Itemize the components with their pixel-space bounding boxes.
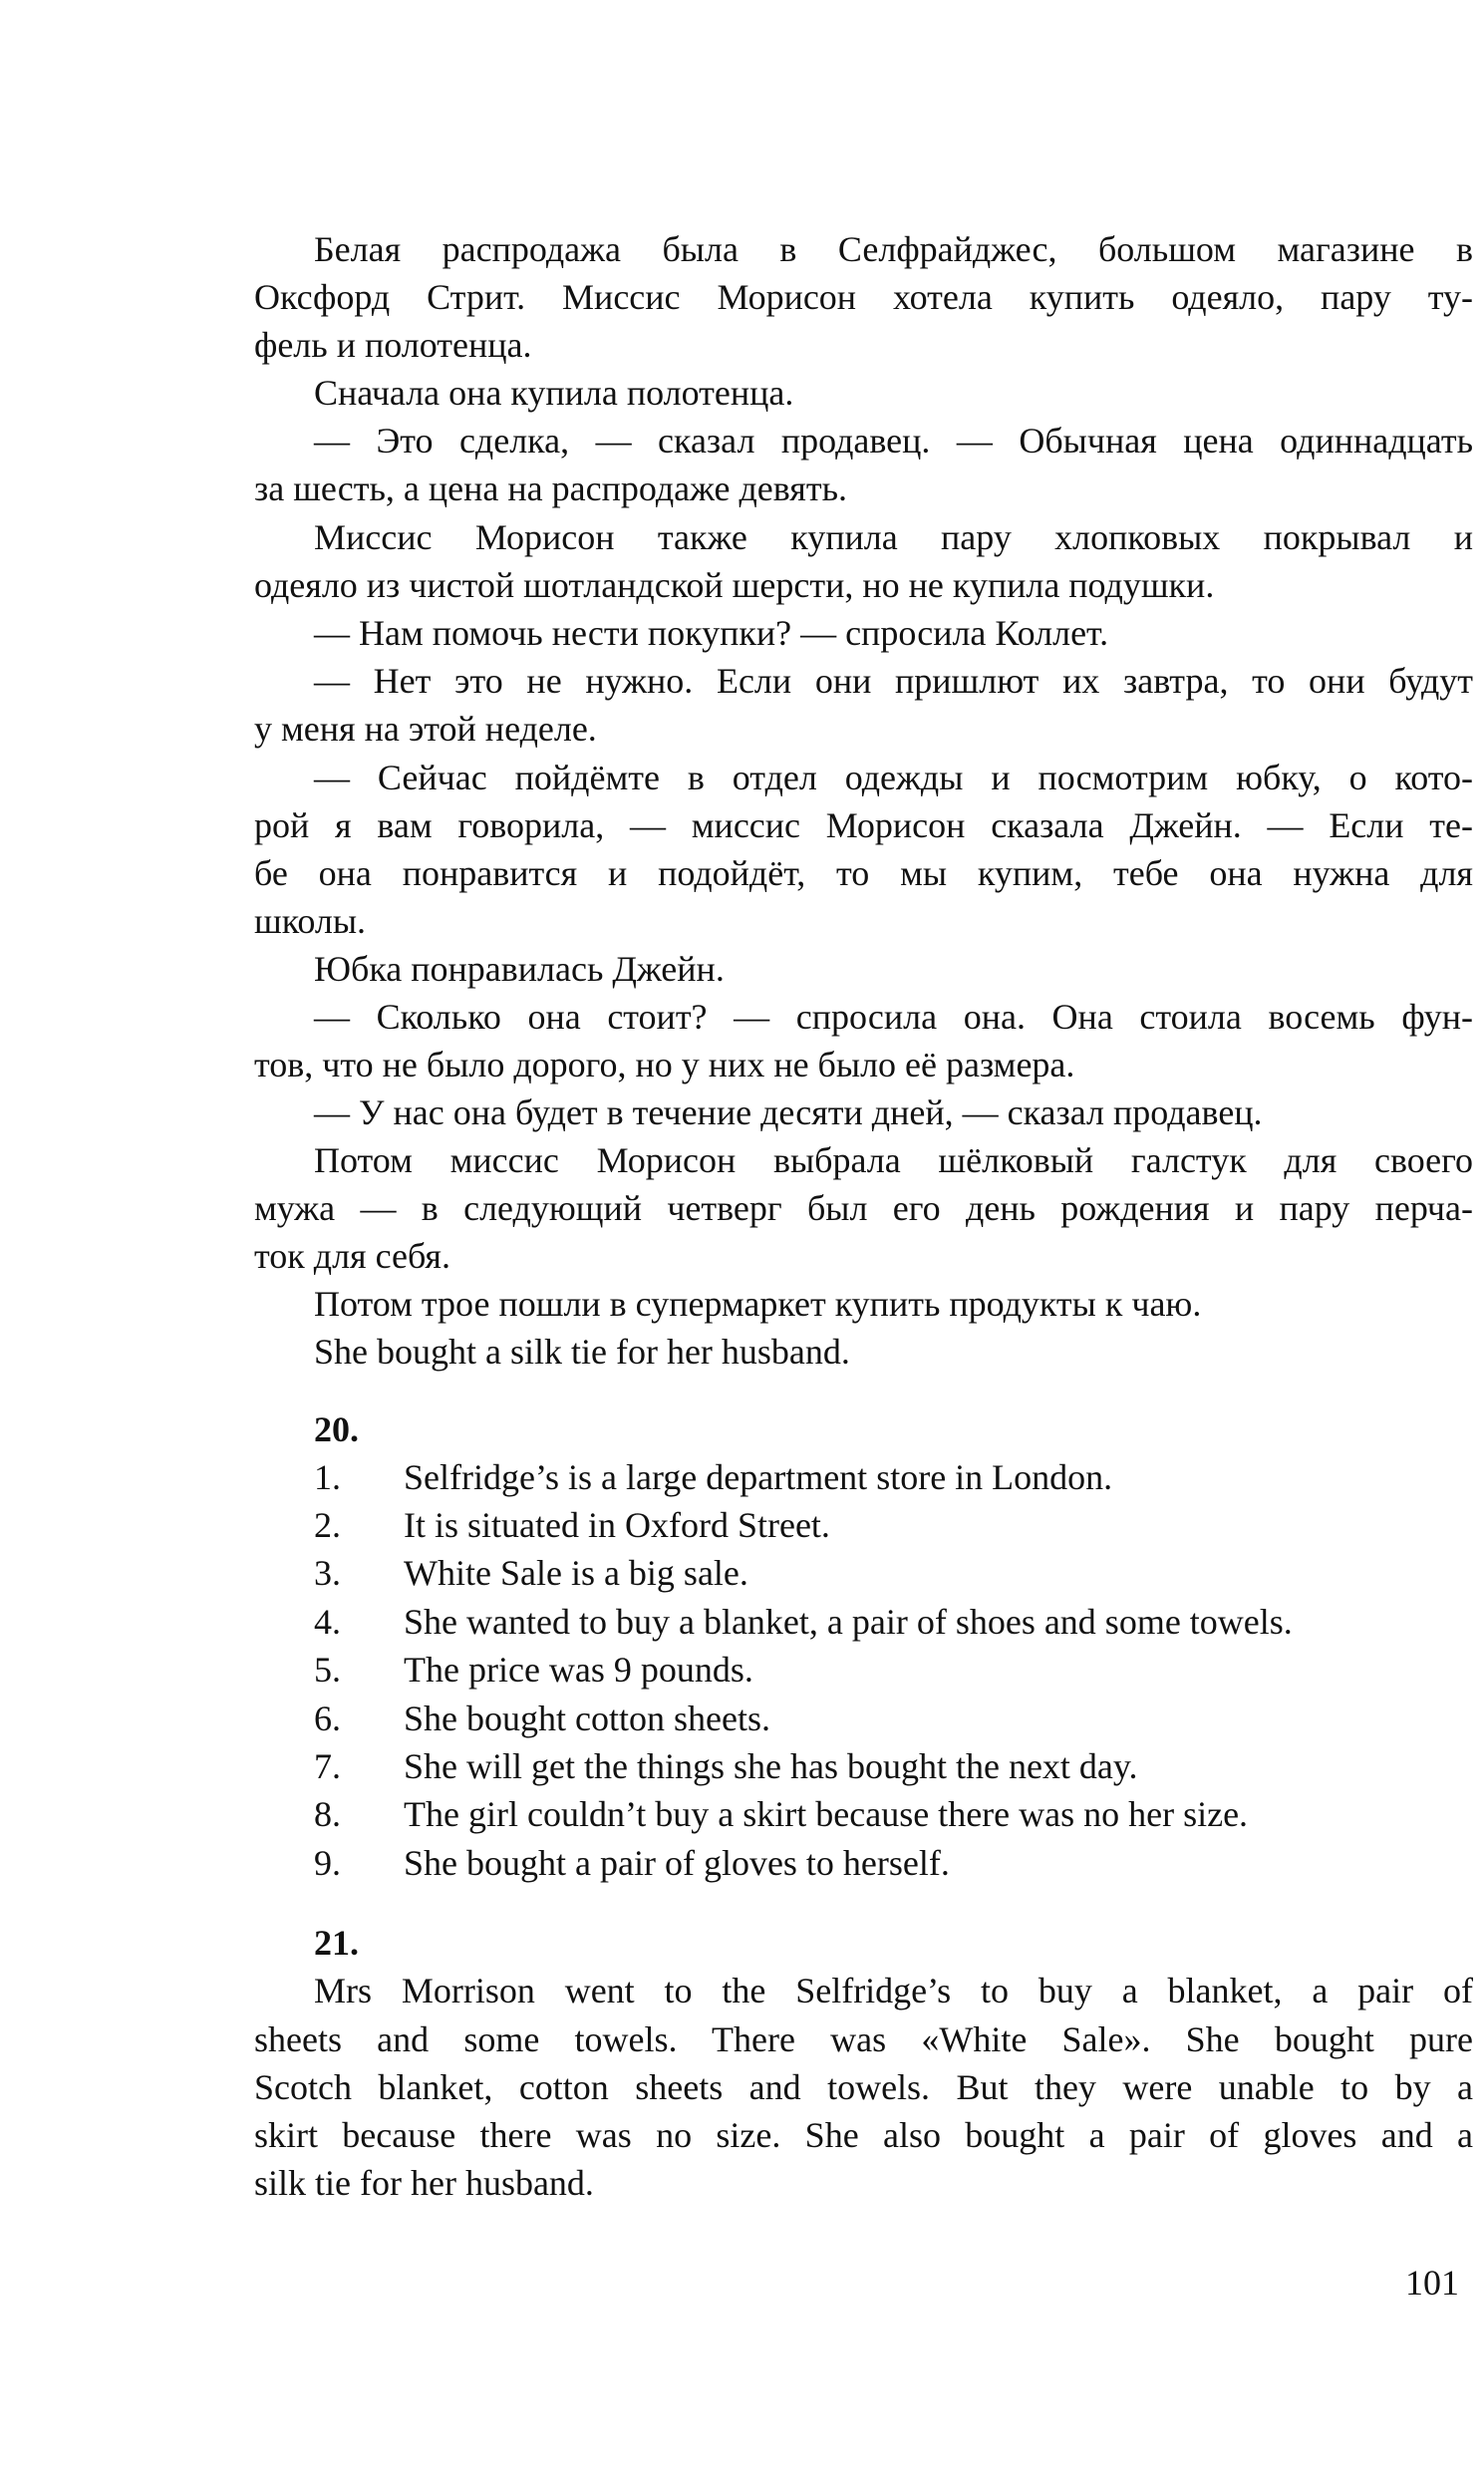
text-line: Оксфорд Стрит. Миссис Морисон хотела купить одеяло, пару ту- xyxy=(254,277,1473,317)
text-line: ток для себя. xyxy=(254,1236,450,1276)
text-line: — Сколько она стоит? — спросила она. Она стоила восемь фун- xyxy=(314,997,1473,1037)
text-line: silk tie for her husband. xyxy=(254,2163,594,2203)
list-item-text: She wanted to buy a blanket, a pair of shoes and some towels. xyxy=(404,1602,1293,1642)
list-item-text: She bought cotton sheets. xyxy=(404,1699,770,1738)
text-line: — Нет это не нужно. Если они пришлют их завтра, то они будут xyxy=(314,661,1473,701)
list-item-number: 5. xyxy=(314,1650,341,1690)
text-line: Mrs Morrison went to the Selfridge’s to buy a blanket, a pair of xyxy=(314,1971,1473,2010)
list-item-text: She bought a pair of gloves to herself. xyxy=(404,1843,950,1883)
text-line: у меня на этой неделе. xyxy=(254,709,597,749)
list-item-text: It is situated in Oxford Street. xyxy=(404,1505,830,1545)
text-line: Scotch blanket, cotton sheets and towels. But they were unable to by a xyxy=(254,2067,1473,2107)
text-line: — У нас она будет в течение десяти дней, — сказал продавец. xyxy=(314,1092,1263,1132)
text-line: Потом миссис Морисон выбрала шёлковый галстук для своего xyxy=(314,1140,1473,1180)
list-item-number: 8. xyxy=(314,1794,341,1834)
text-line: мужа — в следующий четверг был его день рождения и пару перча- xyxy=(254,1188,1473,1228)
text-line: Белая распродажа была в Селфрайджес, большом магазине в xyxy=(314,229,1473,269)
text-line: бе она понравится и подойдёт, то мы купим, тебе она нужна для xyxy=(254,853,1473,893)
text-line: школы. xyxy=(254,901,367,941)
list-item-number: 9. xyxy=(314,1843,341,1883)
list-item-text: White Sale is a big sale. xyxy=(404,1553,748,1593)
text-line: — Нам помочь нести покупки? — спросила Коллет. xyxy=(314,613,1109,653)
text-line: Юбка понравилась Джейн. xyxy=(314,949,725,989)
text-line: Потом трое пошли в супермаркет купить продукты к чаю. xyxy=(314,1284,1202,1324)
text-line: Миссис Морисон также купила пару хлопковых покрывал и xyxy=(314,517,1473,557)
list-item-text: The price was 9 pounds. xyxy=(404,1650,753,1690)
text-line: одеяло из чистой шотландской шерсти, но не купила подушки. xyxy=(254,565,1215,605)
text-line: — Это сделка, — сказал продавец. — Обычная цена одиннадцать xyxy=(314,421,1473,461)
text-line: sheets and some towels. There was «White Sale». She bought pure xyxy=(254,2019,1473,2059)
list-item-text: Selfridge’s is a large department store in London. xyxy=(404,1457,1113,1497)
text-line: She bought a silk tie for her husband. xyxy=(314,1332,850,1372)
text-line: фель и полотенца. xyxy=(254,325,532,365)
list-item-number: 2. xyxy=(314,1505,341,1545)
list-item-number: 1. xyxy=(314,1457,341,1497)
text-line: рой я вам говорила, — миссис Морисон сказала Джейн. — Если те- xyxy=(254,805,1473,845)
text-line: за шесть, а цена на распродаже девять. xyxy=(254,468,848,508)
page-number: 101 xyxy=(1405,2263,1459,2303)
text-line: — Сейчас пойдёмте в отдел одежды и посмотрим юбку, о кото- xyxy=(314,758,1473,797)
list-item-text: The girl couldn’t buy a skirt because there was no her size. xyxy=(404,1794,1249,1834)
text-line: Сначала она купила полотенца. xyxy=(314,373,794,413)
list-item-number: 7. xyxy=(314,1746,341,1786)
list-item-number: 4. xyxy=(314,1602,341,1642)
exercise-21-heading: 21. xyxy=(314,1923,359,1963)
list-item-number: 6. xyxy=(314,1699,341,1738)
text-line: тов, что не было дорого, но у них не было её размера. xyxy=(254,1045,1075,1084)
text-line: skirt because there was no size. She also bought a pair of gloves and a xyxy=(254,2115,1473,2155)
list-item-number: 3. xyxy=(314,1553,341,1593)
list-item-text: She will get the things she has bought the next day. xyxy=(404,1746,1138,1786)
exercise-20-heading: 20. xyxy=(314,1409,359,1449)
